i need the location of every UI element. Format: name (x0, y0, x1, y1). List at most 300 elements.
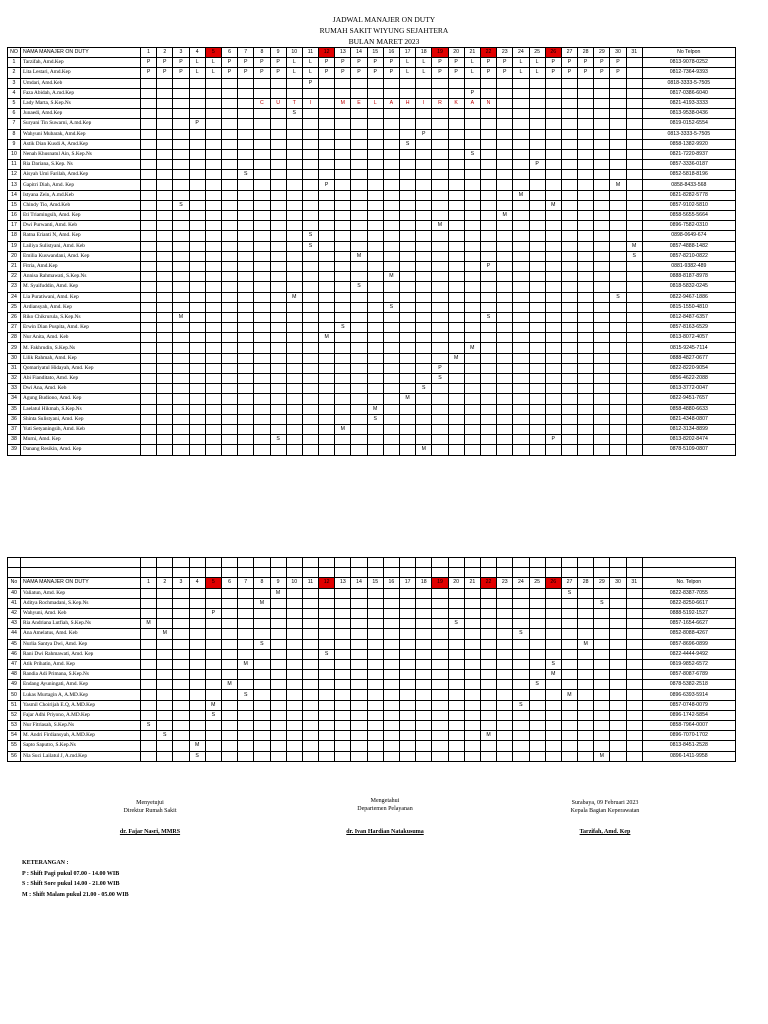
shift-cell (238, 160, 254, 170)
shift-cell (561, 363, 577, 373)
shift-cell (610, 700, 626, 710)
shift-cell (141, 119, 157, 129)
shift-cell (302, 741, 318, 751)
shift-cell (448, 424, 464, 434)
blank-cell (448, 558, 464, 568)
shift-cell (254, 690, 270, 700)
shift-cell (319, 170, 335, 180)
shift-cell (578, 629, 594, 639)
row-no: 7 (8, 119, 21, 129)
shift-cell (319, 608, 335, 618)
shift-cell (189, 149, 205, 159)
shift-cell: L (464, 58, 480, 68)
shift-cell (416, 598, 432, 608)
phone-number: 0812-7364-9393 (642, 68, 735, 78)
shift-cell (335, 639, 351, 649)
shift-cell (400, 292, 416, 302)
shift-cell (497, 343, 513, 353)
shift-cell (270, 751, 286, 761)
shift-cell: M (157, 629, 173, 639)
shift-cell (383, 109, 399, 119)
blank-cell (238, 558, 254, 568)
shift-cell (513, 649, 529, 659)
shift-cell (513, 211, 529, 221)
shift-cell (157, 751, 173, 761)
shift-cell (335, 160, 351, 170)
shift-cell (189, 619, 205, 629)
phone-number: 0818-5832-0245 (642, 282, 735, 292)
shift-cell: M (513, 190, 529, 200)
shift-cell (416, 588, 432, 598)
shift-cell (157, 700, 173, 710)
shift-cell (319, 690, 335, 700)
shift-cell (610, 639, 626, 649)
shift-cell (238, 639, 254, 649)
shift-cell (480, 721, 496, 731)
shift-cell (545, 690, 561, 700)
phone-number: 0813-8202-8474 (642, 435, 735, 445)
shift-cell (205, 435, 221, 445)
shift-cell (367, 323, 383, 333)
phone-number: 0812-8487-6357 (642, 312, 735, 322)
shift-cell (141, 221, 157, 231)
shift-cell (497, 394, 513, 404)
shift-cell (480, 700, 496, 710)
phone-number: 0896-7070-1702 (642, 731, 735, 741)
shift-cell (416, 119, 432, 129)
shift-cell (464, 710, 480, 720)
shift-cell: L (416, 68, 432, 78)
shift-cell (578, 139, 594, 149)
shift-cell (335, 710, 351, 720)
shift-cell (335, 170, 351, 180)
shift-cell (610, 414, 626, 424)
shift-cell: L (400, 68, 416, 78)
shift-cell (335, 374, 351, 384)
shift-cell (545, 751, 561, 761)
shift-cell (173, 394, 189, 404)
shift-cell (302, 109, 318, 119)
shift-cell (513, 312, 529, 322)
shift-cell (610, 272, 626, 282)
row-no: 27 (8, 323, 21, 333)
shift-cell (335, 598, 351, 608)
shift-cell (626, 353, 642, 363)
shift-cell (383, 639, 399, 649)
shift-cell (400, 211, 416, 221)
manager-name: Ardiansyah, Amd. Kep (21, 302, 141, 312)
shift-cell (497, 109, 513, 119)
shift-cell (205, 109, 221, 119)
shift-cell (189, 211, 205, 221)
shift-cell (319, 424, 335, 434)
shift-cell: S (302, 231, 318, 241)
shift-cell (189, 659, 205, 669)
header-day-28: 28 (578, 48, 594, 58)
shift-cell (497, 119, 513, 129)
shift-cell (594, 170, 610, 180)
shift-cell (480, 180, 496, 190)
schedule-row (8, 78, 736, 88)
shift-cell (561, 149, 577, 159)
shift-cell (383, 424, 399, 434)
blank-cell (642, 568, 735, 578)
shift-cell (351, 109, 367, 119)
shift-cell (351, 302, 367, 312)
shift-cell (302, 302, 318, 312)
shift-cell (335, 435, 351, 445)
shift-cell (335, 384, 351, 394)
shift-cell (594, 282, 610, 292)
shift-cell (157, 363, 173, 373)
shift-cell (367, 363, 383, 373)
row-no: 51 (8, 700, 21, 710)
shift-cell: P (545, 435, 561, 445)
shift-cell: M (238, 659, 254, 669)
shift-cell (561, 414, 577, 424)
header-day-11: 11 (302, 48, 318, 58)
shift-cell (480, 272, 496, 282)
header-day-21: 21 (464, 578, 480, 588)
blank-cell (270, 558, 286, 568)
shift-cell: L (513, 68, 529, 78)
shift-cell (578, 445, 594, 455)
shift-cell (254, 629, 270, 639)
shift-cell (205, 629, 221, 639)
blank-cell (141, 558, 157, 568)
shift-cell (529, 109, 545, 119)
shift-cell (335, 190, 351, 200)
shift-cell (270, 292, 286, 302)
shift-cell (383, 241, 399, 251)
shift-cell (480, 353, 496, 363)
shift-cell: M (173, 312, 189, 322)
shift-cell: A (464, 98, 480, 108)
shift-cell (545, 384, 561, 394)
shift-cell (238, 149, 254, 159)
shift-cell (432, 629, 448, 639)
shift-cell (400, 690, 416, 700)
shift-cell (626, 670, 642, 680)
shift-cell (286, 312, 302, 322)
shift-cell (432, 261, 448, 271)
header-no: No (8, 578, 21, 588)
header-day-18: 18 (416, 578, 432, 588)
shift-cell (416, 251, 432, 261)
shift-cell (464, 231, 480, 241)
shift-cell (157, 721, 173, 731)
shift-cell (221, 598, 237, 608)
signature-left-name: dr. Fajar Nasri, MMRS (119, 829, 181, 835)
shift-cell (335, 353, 351, 363)
shift-cell (205, 261, 221, 271)
shift-cell (578, 649, 594, 659)
shift-cell (302, 731, 318, 741)
phone-number: 0812-3134-8899 (642, 424, 735, 434)
shift-cell (302, 374, 318, 384)
blank-cell (173, 558, 189, 568)
shift-cell: M (561, 690, 577, 700)
phone-number: 0821-4348-0807 (642, 414, 735, 424)
shift-cell (594, 221, 610, 231)
shift-cell (383, 384, 399, 394)
shift-cell: L (529, 58, 545, 68)
shift-cell (529, 231, 545, 241)
blank-cell (157, 568, 173, 578)
shift-cell (626, 394, 642, 404)
shift-cell (238, 343, 254, 353)
shift-cell (141, 251, 157, 261)
shift-cell (205, 343, 221, 353)
shift-cell (205, 160, 221, 170)
shift-cell (610, 231, 626, 241)
shift-cell (578, 312, 594, 322)
shift-cell (448, 333, 464, 343)
shift-cell: S (351, 282, 367, 292)
manager-name: Valiatun, Amd. Kep (21, 588, 141, 598)
shift-cell (335, 394, 351, 404)
shift-cell (319, 88, 335, 98)
shift-cell: L (286, 68, 302, 78)
shift-cell (594, 374, 610, 384)
shift-cell (302, 404, 318, 414)
shift-cell: P (383, 68, 399, 78)
header-name: NAMA MANAJER ON DUTY (21, 48, 141, 58)
shift-cell (578, 251, 594, 261)
shift-cell (270, 251, 286, 261)
shift-cell (416, 435, 432, 445)
shift-cell (157, 302, 173, 312)
row-no: 52 (8, 710, 21, 720)
shift-cell (367, 119, 383, 129)
shift-cell (545, 374, 561, 384)
shift-cell (173, 659, 189, 669)
shift-cell (529, 190, 545, 200)
shift-cell: S (367, 414, 383, 424)
shift-cell (270, 710, 286, 720)
shift-cell (173, 180, 189, 190)
shift-cell (270, 721, 286, 731)
shift-cell: S (141, 721, 157, 731)
shift-cell (302, 333, 318, 343)
shift-cell (302, 160, 318, 170)
shift-cell (367, 384, 383, 394)
shift-cell (513, 619, 529, 629)
shift-cell: L (464, 68, 480, 78)
manager-name: Nur Anita, Amd. Keb (21, 333, 141, 343)
shift-cell (610, 170, 626, 180)
shift-cell (561, 629, 577, 639)
shift-cell (286, 221, 302, 231)
shift-cell (578, 363, 594, 373)
shift-cell (432, 343, 448, 353)
shift-cell (561, 292, 577, 302)
schedule-row (8, 333, 736, 343)
shift-cell: S (205, 710, 221, 720)
shift-cell (319, 98, 335, 108)
shift-cell (221, 670, 237, 680)
shift-cell (173, 680, 189, 690)
shift-cell (383, 680, 399, 690)
shift-cell (205, 414, 221, 424)
shift-cell (464, 741, 480, 751)
shift-cell (383, 261, 399, 271)
shift-cell (448, 211, 464, 221)
shift-cell (335, 272, 351, 282)
shift-cell (238, 710, 254, 720)
header-day-15: 15 (367, 578, 383, 588)
shift-cell (173, 639, 189, 649)
shift-cell (594, 180, 610, 190)
shift-cell: P (432, 68, 448, 78)
shift-cell (416, 700, 432, 710)
shift-cell (529, 751, 545, 761)
schedule-row (8, 394, 736, 404)
schedule-row (8, 608, 736, 618)
shift-cell (561, 251, 577, 261)
shift-cell (594, 414, 610, 424)
shift-cell (189, 588, 205, 598)
shift-cell (400, 241, 416, 251)
phone-number: 0822-8387-7055 (642, 588, 735, 598)
shift-cell (448, 200, 464, 210)
header-day-29: 29 (594, 48, 610, 58)
shift-cell (480, 129, 496, 139)
shift-cell (578, 343, 594, 353)
header-day-15: 15 (367, 48, 383, 58)
shift-cell (529, 78, 545, 88)
header-day-7: 7 (238, 578, 254, 588)
shift-cell (513, 261, 529, 271)
shift-cell (302, 211, 318, 221)
shift-cell (497, 241, 513, 251)
shift-cell (400, 374, 416, 384)
header-day-6: 6 (221, 578, 237, 588)
shift-cell (286, 404, 302, 414)
shift-cell (302, 312, 318, 322)
shift-cell (448, 241, 464, 251)
shift-cell (416, 353, 432, 363)
signature-nursing-head (545, 799, 665, 836)
shift-cell: P (529, 160, 545, 170)
shift-cell (286, 414, 302, 424)
shift-cell (205, 129, 221, 139)
shift-cell (286, 374, 302, 384)
shift-cell (529, 149, 545, 159)
shift-cell (561, 649, 577, 659)
shift-cell: P (464, 88, 480, 98)
shift-cell (141, 272, 157, 282)
shift-cell (367, 670, 383, 680)
row-no: 48 (8, 670, 21, 680)
shift-cell (561, 272, 577, 282)
shift-cell: S (432, 374, 448, 384)
shift-cell (578, 404, 594, 414)
shift-cell (319, 404, 335, 414)
shift-cell (173, 619, 189, 629)
shift-cell (480, 200, 496, 210)
blank-cell (610, 558, 626, 568)
shift-cell (141, 741, 157, 751)
shift-cell (286, 598, 302, 608)
shift-cell (416, 190, 432, 200)
shift-cell (189, 282, 205, 292)
shift-cell (513, 445, 529, 455)
shift-cell (400, 160, 416, 170)
blank-cell (400, 558, 416, 568)
shift-cell (302, 363, 318, 373)
shift-cell (221, 353, 237, 363)
shift-cell: L (529, 68, 545, 78)
signature-left-line1: Menyetujui (136, 800, 164, 806)
shift-cell (189, 384, 205, 394)
shift-cell (626, 424, 642, 434)
shift-cell (561, 261, 577, 271)
shift-cell (594, 190, 610, 200)
shift-cell (254, 109, 270, 119)
shift-cell (529, 353, 545, 363)
shift-cell (157, 424, 173, 434)
shift-cell: S (383, 302, 399, 312)
shift-cell (416, 731, 432, 741)
shift-cell (480, 619, 496, 629)
schedule-table-1 (7, 47, 736, 456)
shift-cell (173, 129, 189, 139)
schedule-row (8, 180, 736, 190)
shift-cell (497, 282, 513, 292)
shift-cell (529, 690, 545, 700)
blank-cell (286, 568, 302, 578)
schedule-row (8, 241, 736, 251)
shift-cell (480, 404, 496, 414)
shift-cell (545, 292, 561, 302)
shift-cell (367, 353, 383, 363)
shift-cell (157, 414, 173, 424)
shift-cell (497, 292, 513, 302)
shift-cell: P (141, 68, 157, 78)
shift-cell (157, 659, 173, 669)
shift-cell: P (561, 68, 577, 78)
shift-cell (205, 741, 221, 751)
shift-cell (416, 374, 432, 384)
shift-cell (205, 353, 221, 363)
shift-cell (561, 659, 577, 669)
shift-cell (448, 221, 464, 231)
shift-cell: P (335, 68, 351, 78)
shift-cell (189, 170, 205, 180)
legend-item-sore: S : Shift Sore pukul 14.00 - 21.00 WIB (22, 881, 120, 887)
shift-cell (594, 404, 610, 414)
manager-name: Sapto Saputro, S.Kep.Ns (21, 741, 141, 751)
shift-cell (351, 323, 367, 333)
shift-cell (464, 649, 480, 659)
shift-cell (173, 333, 189, 343)
shift-cell: S (513, 629, 529, 639)
phone-number: 0852-8088-4267 (642, 629, 735, 639)
shift-cell (286, 282, 302, 292)
shift-cell (626, 435, 642, 445)
shift-cell (448, 445, 464, 455)
shift-cell: M (594, 751, 610, 761)
shift-cell (513, 659, 529, 669)
schedule-row (8, 221, 736, 231)
shift-cell (513, 670, 529, 680)
shift-cell (594, 272, 610, 282)
shift-cell (529, 200, 545, 210)
shift-cell (302, 292, 318, 302)
shift-cell (319, 598, 335, 608)
shift-cell (238, 363, 254, 373)
